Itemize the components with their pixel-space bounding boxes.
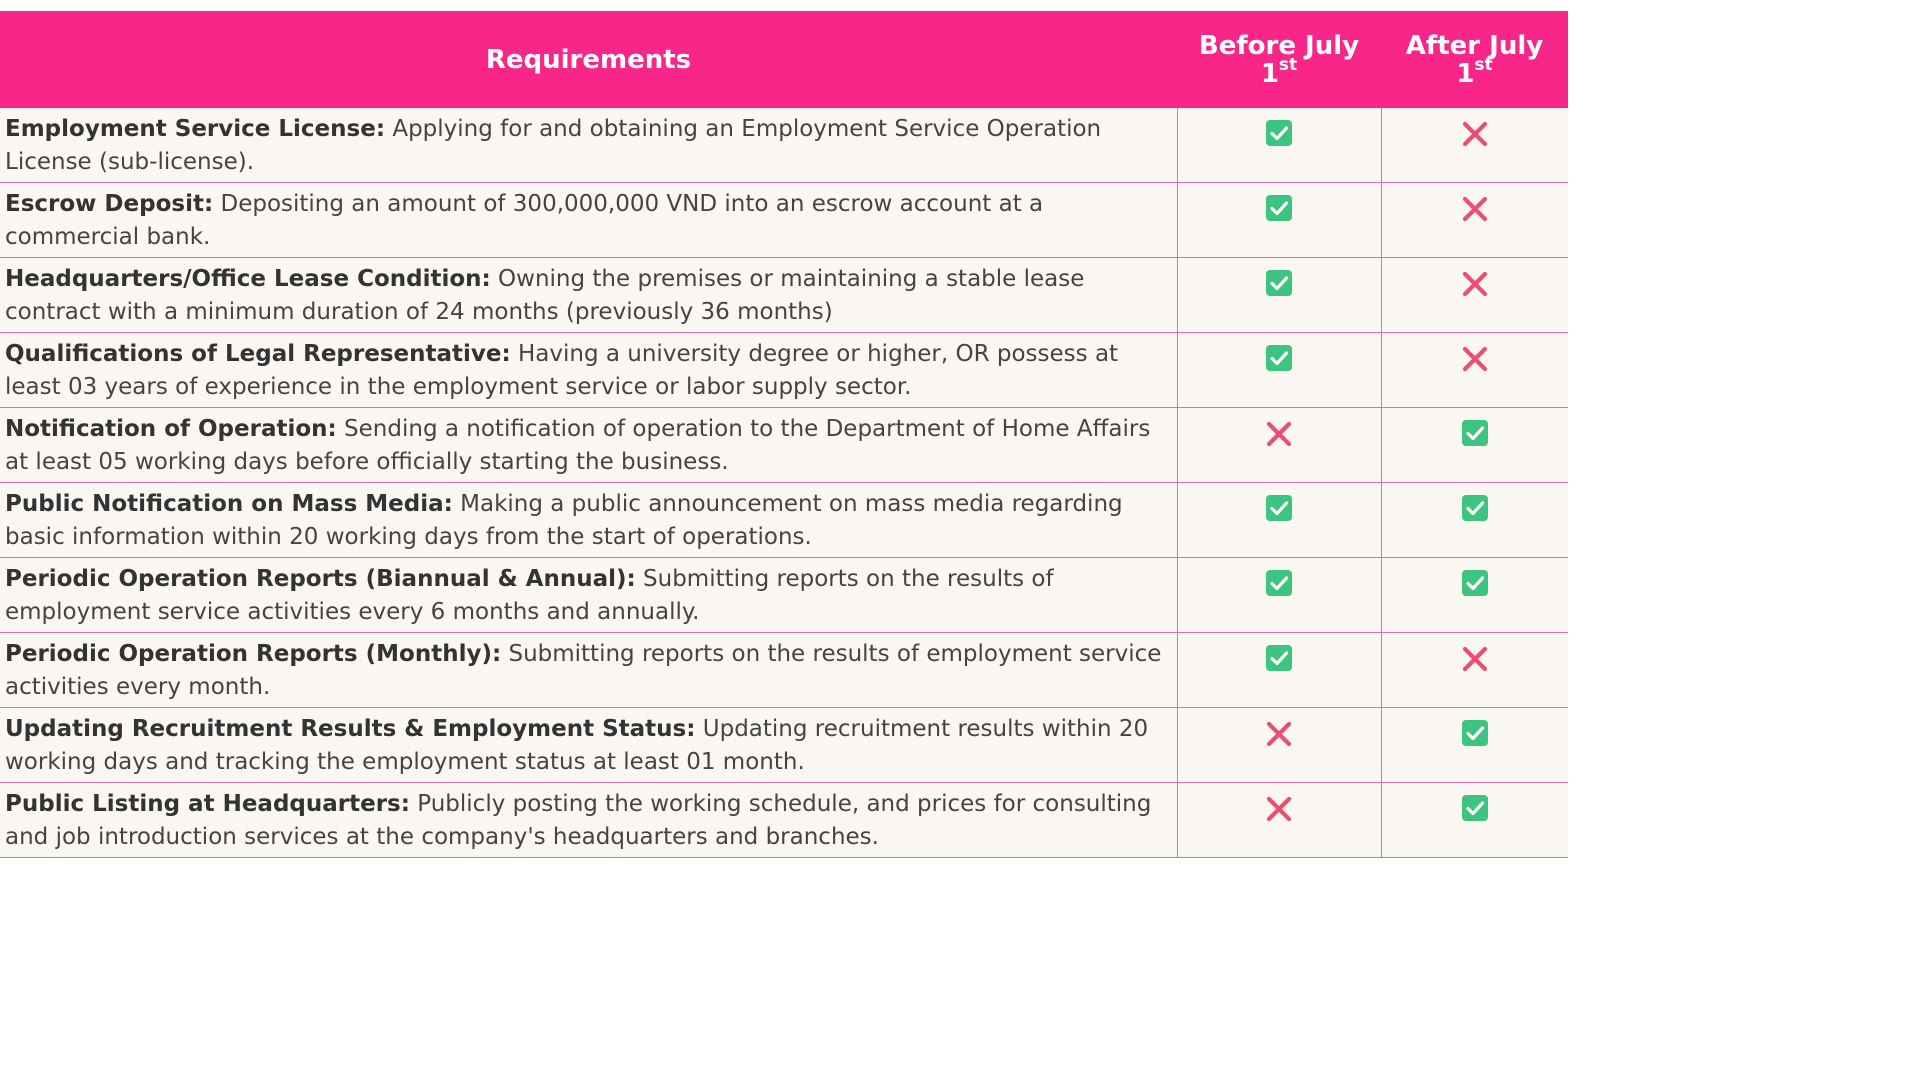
table-row	[0, 183, 1568, 258]
requirement-cell	[0, 408, 1177, 483]
before-july-cell	[1177, 483, 1381, 558]
header-before-suffix: st	[1278, 54, 1298, 75]
requirement-description: Sending a notification of operation to the Department of Home Affairs at least 05 working days before officially starting the business.	[5, 416, 1151, 475]
after-july-cell	[1381, 408, 1568, 483]
requirement-description: Making a public announcement on mass media regarding basic information within 20 working days from the start of operations.	[5, 491, 1123, 550]
table-row	[0, 783, 1568, 858]
before-july-cell	[1177, 183, 1381, 258]
table-row	[0, 708, 1568, 783]
requirement-cell	[0, 333, 1177, 408]
check-icon	[1265, 194, 1293, 226]
requirement-description: Publicly posting the working schedule, and prices for consulting and job introduction services at the company's headquarters and branches.	[5, 791, 1152, 850]
requirements-table-wrapper	[0, 11, 1568, 858]
requirement-title: Public Notification on Mass Media:	[5, 491, 453, 517]
check-icon	[1265, 494, 1293, 526]
requirement-cell	[0, 483, 1177, 558]
after-july-cell	[1381, 333, 1568, 408]
requirement-title: Public Listing at Headquarters:	[5, 791, 410, 817]
cross-icon	[1460, 644, 1490, 678]
table-row	[0, 558, 1568, 633]
requirement-description: Having a university degree or higher, OR possess at least 03 years of experience in the employment service or labor supply sector.	[5, 341, 1119, 400]
check-icon	[1461, 419, 1489, 451]
cross-icon	[1460, 344, 1490, 378]
after-july-cell	[1381, 783, 1568, 858]
header-after-suffix: st	[1474, 54, 1493, 75]
table-row	[0, 408, 1568, 483]
check-icon	[1265, 569, 1293, 601]
header-before-text: Before July	[1198, 30, 1360, 61]
table-row	[0, 258, 1568, 333]
requirement-cell	[0, 183, 1177, 258]
check-icon	[1265, 344, 1293, 376]
header-requirements: Requirements	[0, 11, 1177, 108]
requirement-cell	[0, 708, 1177, 783]
requirement-title: Periodic Operation Reports (Monthly):	[5, 641, 502, 667]
requirement-description: Applying for and obtaining an Employment Service Operation License (sub-license).	[5, 116, 1102, 175]
after-july-cell	[1381, 633, 1568, 708]
before-july-cell	[1177, 633, 1381, 708]
requirements-table	[0, 11, 1568, 858]
cross-icon	[1264, 419, 1294, 453]
requirement-title: Periodic Operation Reports (Biannual & Annual):	[5, 566, 636, 592]
requirement-cell	[0, 783, 1177, 858]
cross-icon	[1460, 194, 1490, 228]
cross-icon	[1460, 269, 1490, 303]
after-july-cell	[1381, 108, 1568, 183]
header-row	[0, 11, 1568, 108]
requirement-title: Employment Service License:	[5, 116, 386, 142]
header-after-day: 1	[1456, 58, 1475, 89]
requirement-title: Headquarters/Office Lease Condition:	[5, 266, 491, 292]
cross-icon	[1264, 794, 1294, 828]
after-july-cell	[1381, 708, 1568, 783]
before-july-cell	[1177, 108, 1381, 183]
after-july-cell	[1381, 258, 1568, 333]
requirement-title: Notification of Operation:	[5, 416, 337, 442]
requirement-title: Escrow Deposit:	[5, 191, 214, 217]
after-july-cell	[1381, 558, 1568, 633]
before-july-cell	[1177, 333, 1381, 408]
requirement-title: Updating Recruitment Results & Employment Status:	[5, 716, 696, 742]
check-icon	[1265, 644, 1293, 676]
requirement-cell	[0, 558, 1177, 633]
header-after-july	[1381, 11, 1568, 108]
table-row	[0, 108, 1568, 183]
requirement-description: Owning the premises or maintaining a stable lease contract with a minimum duration of 24 months (previously 36 months)	[5, 266, 1085, 325]
requirement-description: Submitting reports on the results of employment service activities every month.	[5, 641, 1162, 700]
check-icon	[1461, 794, 1489, 826]
before-july-cell	[1177, 783, 1381, 858]
table-row	[0, 483, 1568, 558]
after-july-cell	[1381, 483, 1568, 558]
check-icon	[1461, 494, 1489, 526]
before-july-cell	[1177, 408, 1381, 483]
check-icon	[1265, 119, 1293, 151]
check-icon	[1461, 719, 1489, 751]
before-july-cell	[1177, 708, 1381, 783]
requirement-cell	[0, 633, 1177, 708]
cross-icon	[1460, 119, 1490, 153]
header-after-text: After July	[1405, 30, 1544, 61]
before-july-cell	[1177, 258, 1381, 333]
requirement-description: Updating recruitment results within 20 working days and tracking the employment status at least 01 month.	[5, 716, 1149, 775]
check-icon	[1265, 269, 1293, 301]
before-july-cell	[1177, 558, 1381, 633]
table-row	[0, 633, 1568, 708]
requirement-cell	[0, 108, 1177, 183]
requirement-description: Submitting reports on the results of employment service activities every 6 months and annually.	[5, 566, 1054, 625]
requirement-title: Qualifications of Legal Representative:	[5, 341, 511, 367]
header-before-july	[1177, 11, 1381, 108]
header-before-day: 1	[1260, 58, 1279, 89]
requirement-cell	[0, 258, 1177, 333]
check-icon	[1461, 569, 1489, 601]
table-row	[0, 333, 1568, 408]
table-body	[0, 108, 1568, 858]
after-july-cell	[1381, 183, 1568, 258]
requirement-description: Depositing an amount of 300,000,000 VND into an escrow account at a commercial bank.	[5, 191, 1044, 250]
cross-icon	[1264, 719, 1294, 753]
